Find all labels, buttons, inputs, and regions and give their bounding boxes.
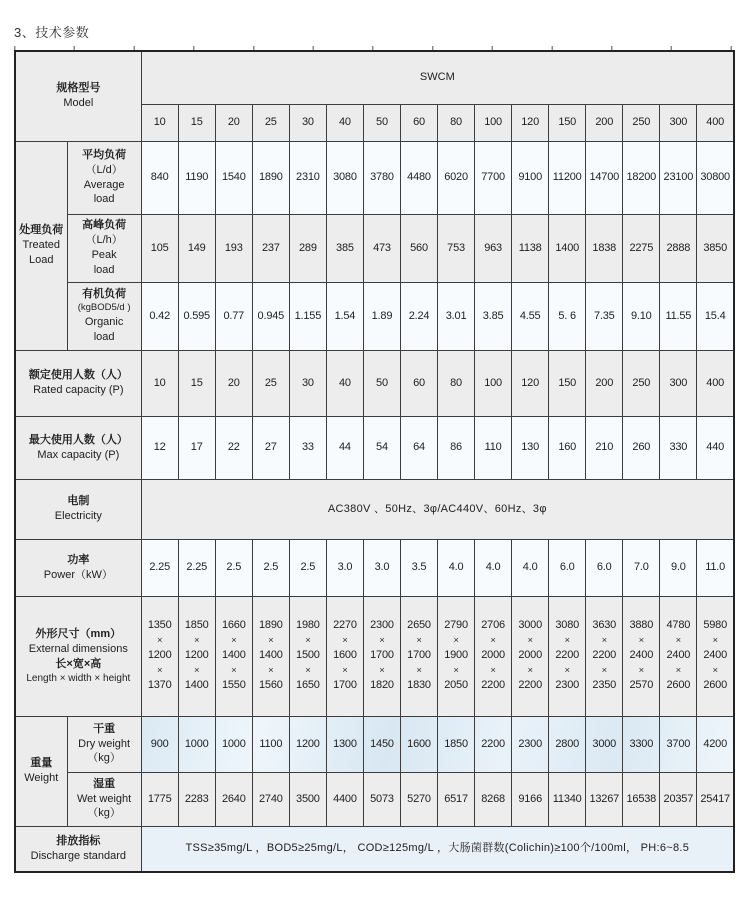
max-capacity-cell: 210 [586, 416, 623, 479]
dimensions-cell [512, 596, 549, 716]
wet-weight-cell: 1775 [141, 772, 178, 826]
dim-length: 2790 [444, 619, 468, 632]
wet-weight-cell: 6517 [438, 772, 475, 826]
model-number-cell: 50 [363, 104, 400, 141]
multiply-sign: × [490, 664, 496, 676]
model-number-cell: 30 [289, 104, 326, 141]
max-capacity-cell: 17 [178, 416, 215, 479]
dim-height: 2570 [629, 678, 654, 691]
model-number-cell: 300 [660, 104, 697, 141]
dim-height: 1400 [184, 678, 209, 691]
peak-load-cell: 1138 [512, 214, 549, 282]
multiply-sign: × [231, 664, 237, 676]
dimensions-cell [252, 596, 289, 716]
dim-length: 2270 [333, 619, 357, 632]
power-cell: 4.0 [438, 539, 475, 596]
dimensions-cell [475, 596, 512, 716]
power-cell: 3.0 [326, 539, 363, 596]
wet-weight-cell: 9166 [512, 772, 549, 826]
peak-load-cell: 1400 [549, 214, 586, 282]
organic-load-cell: 9.10 [623, 282, 660, 350]
rated-capacity-cell: 250 [623, 350, 660, 416]
model-number-cell: 40 [326, 104, 363, 141]
model-number-cell: 400 [697, 104, 734, 141]
power-cell: 4.0 [512, 539, 549, 596]
power-cell: 9.0 [660, 539, 697, 596]
max-capacity-cell: 160 [549, 416, 586, 479]
peak-load-cell: 1838 [586, 214, 623, 282]
electricity-label-cell: 电制 Electricity [15, 479, 141, 539]
rated-capacity-cell: 200 [586, 350, 623, 416]
max-capacity-cell: 22 [215, 416, 252, 479]
dry-weight-cell: 1450 [363, 716, 400, 772]
dim-length: 1980 [296, 619, 320, 632]
max-capacity-cell: 440 [697, 416, 734, 479]
rated-capacity-cell: 25 [252, 350, 289, 416]
dim-length: 1890 [258, 619, 283, 632]
rated-capacity-row [15, 350, 734, 416]
max-capacity-cell: 260 [623, 416, 660, 479]
wet-weight-cell: 5073 [363, 772, 400, 826]
peak-load-cell: 289 [289, 214, 326, 282]
multiply-sign: × [416, 635, 422, 647]
dim-length: 2300 [370, 619, 394, 632]
dimensions-cell [660, 596, 697, 716]
dim-height: 2600 [666, 678, 691, 691]
peak-load-label-cell: 高峰负荷 （L/h） Peak load [67, 214, 141, 282]
multiply-sign: × [342, 664, 348, 676]
dim-width: 1600 [333, 649, 357, 662]
weight-group-cell: 重量 Weight [15, 716, 67, 826]
organic-load-cell: 7.35 [586, 282, 623, 350]
model-number-cell: 15 [178, 104, 215, 141]
dim-height: 2350 [592, 678, 617, 691]
rated-capacity-cell: 40 [326, 350, 363, 416]
multiply-sign: × [194, 664, 200, 676]
dim-length: 5980 [703, 619, 728, 632]
multiply-sign: × [379, 635, 385, 647]
multiply-sign: × [601, 635, 607, 647]
dimensions-row [15, 596, 734, 716]
multiply-sign: × [712, 635, 718, 647]
rated-capacity-cell: 50 [363, 350, 400, 416]
dim-length: 3080 [555, 619, 580, 632]
dry-weight-cell: 1100 [252, 716, 289, 772]
max-capacity-cell: 64 [400, 416, 437, 479]
dim-height: 1700 [333, 678, 357, 691]
dimensions-cell [400, 596, 437, 716]
model-number-cell: 200 [586, 104, 623, 141]
max-capacity-cell: 12 [141, 416, 178, 479]
dim-width: 2200 [592, 649, 617, 662]
rated-capacity-cell: 400 [697, 350, 734, 416]
wet-weight-cell: 20357 [660, 772, 697, 826]
average-load-cell: 11200 [549, 141, 586, 214]
rated-capacity-cell: 120 [512, 350, 549, 416]
model-number-cell: 100 [475, 104, 512, 141]
wet-weight-cell: 2283 [178, 772, 215, 826]
dim-width: 1400 [258, 649, 283, 662]
rated-capacity-cell: 15 [178, 350, 215, 416]
dim-height: 1550 [221, 678, 246, 691]
dry-weight-label-cell: 干重 Dry weight （kg） [67, 716, 141, 772]
wet-weight-label-cell: 湿重 Wet weight （kg） [67, 772, 141, 826]
dim-width: 2400 [629, 649, 654, 662]
dry-weight-cell: 1200 [289, 716, 326, 772]
rated-capacity-cell: 10 [141, 350, 178, 416]
peak-load-cell: 560 [400, 214, 437, 282]
multiply-sign: × [305, 664, 311, 676]
max-capacity-cell: 27 [252, 416, 289, 479]
organic-load-cell: 3.85 [475, 282, 512, 350]
organic-load-cell: 2.24 [400, 282, 437, 350]
organic-load-cell: 0.595 [178, 282, 215, 350]
dimensions-cell [215, 596, 252, 716]
organic-load-cell: 5. 6 [549, 282, 586, 350]
average-load-cell: 3780 [363, 141, 400, 214]
multiply-sign: × [342, 635, 348, 647]
organic-load-cell: 11.55 [660, 282, 697, 350]
average-load-cell: 30800 [697, 141, 734, 214]
dim-width: 1400 [221, 649, 246, 662]
organic-load-cell: 1.54 [326, 282, 363, 350]
organic-load-cell: 0.77 [215, 282, 252, 350]
average-load-cell: 18200 [623, 141, 660, 214]
dry-weight-cell: 3000 [586, 716, 623, 772]
dim-width: 1900 [444, 649, 468, 662]
average-load-cell: 1890 [252, 141, 289, 214]
model-number-cell: 20 [215, 104, 252, 141]
dim-height: 2600 [703, 678, 728, 691]
max-capacity-cell: 44 [326, 416, 363, 479]
dim-length: 1350 [147, 619, 172, 632]
max-capacity-cell: 86 [438, 416, 475, 479]
organic-load-row [15, 282, 734, 350]
dim-height: 1560 [258, 678, 283, 691]
dim-width: 1200 [147, 649, 172, 662]
peak-load-cell: 3850 [697, 214, 734, 282]
max-capacity-row [15, 416, 734, 479]
dry-weight-cell: 1300 [326, 716, 363, 772]
dim-height: 1830 [407, 678, 431, 691]
spec-table [14, 50, 735, 873]
power-cell: 3.5 [400, 539, 437, 596]
dim-length: 4780 [666, 619, 691, 632]
multiply-sign: × [268, 635, 274, 647]
dimensions-cell [178, 596, 215, 716]
discharge-row [15, 826, 734, 872]
model-number-cell: 80 [438, 104, 475, 141]
max-capacity-cell: 110 [475, 416, 512, 479]
rated-capacity-cell: 20 [215, 350, 252, 416]
average-load-cell: 2310 [289, 141, 326, 214]
multiply-sign: × [527, 664, 533, 676]
average-load-cell: 840 [141, 141, 178, 214]
model-number-cell: 10 [141, 104, 178, 141]
dry-weight-cell: 2200 [475, 716, 512, 772]
peak-load-cell: 473 [363, 214, 400, 282]
dim-height: 1370 [147, 678, 172, 691]
multiply-sign: × [638, 635, 644, 647]
multiply-sign: × [527, 635, 533, 647]
rated-capacity-cell: 30 [289, 350, 326, 416]
multiply-sign: × [453, 635, 459, 647]
wet-weight-cell: 25417 [697, 772, 734, 826]
wet-weight-cell: 4400 [326, 772, 363, 826]
dimensions-cell [697, 596, 734, 716]
organic-load-label-cell: 有机负荷 (kgBOD5/d ) Organic load [67, 282, 141, 350]
multiply-sign: × [675, 635, 682, 647]
average-load-cell: 14700 [586, 141, 623, 214]
multiply-sign: × [675, 664, 682, 676]
dim-length: 1660 [221, 619, 246, 632]
dry-weight-cell: 1600 [400, 716, 437, 772]
peak-load-cell: 193 [215, 214, 252, 282]
dim-height: 2300 [555, 678, 580, 691]
power-label-cell: 功率 Power（kW） [15, 539, 141, 596]
rated-capacity-cell: 150 [549, 350, 586, 416]
dry-weight-cell: 1000 [215, 716, 252, 772]
dim-length: 3630 [592, 619, 617, 632]
rated-capacity-label-cell: 额定使用人数（人） Rated capacity (P) [15, 350, 141, 416]
model-number-cell: 120 [512, 104, 549, 141]
dim-height: 2200 [481, 678, 505, 691]
dim-height: 1820 [370, 678, 394, 691]
dim-length: 3880 [629, 619, 654, 632]
max-capacity-cell: 330 [660, 416, 697, 479]
dim-length: 2650 [407, 619, 431, 632]
rated-capacity-cell: 300 [660, 350, 697, 416]
rated-capacity-cell: 80 [438, 350, 475, 416]
header-row [15, 51, 734, 104]
multiply-sign: × [712, 664, 718, 676]
multiply-sign: × [379, 664, 385, 676]
power-cell: 2.25 [178, 539, 215, 596]
peak-load-cell: 237 [252, 214, 289, 282]
dimensions-cell [363, 596, 400, 716]
dry-weight-cell: 1850 [438, 716, 475, 772]
brand-cell: SWCM [141, 51, 734, 104]
power-cell: 6.0 [586, 539, 623, 596]
section-title: 3、技术参数 [14, 25, 90, 40]
multiply-sign: × [231, 635, 237, 647]
power-cell: 2.5 [289, 539, 326, 596]
peak-load-cell: 385 [326, 214, 363, 282]
dim-width: 1500 [296, 649, 320, 662]
discharge-value-cell: TSS≥35mg/L ，BOD5≥25mg/L， COD≥125mg/L ，大肠菌群数(Colichin)≥100个/100ml， PH:6~8.5 [141, 826, 734, 872]
multiply-sign: × [157, 664, 163, 676]
average-load-label-cell: 平均负荷 （L/d） Average load [67, 141, 141, 214]
average-load-cell: 1190 [178, 141, 215, 214]
dim-width: 1200 [184, 649, 209, 662]
peak-load-cell: 2275 [623, 214, 660, 282]
multiply-sign: × [453, 664, 459, 676]
dimensions-cell [586, 596, 623, 716]
model-number-cell: 150 [549, 104, 586, 141]
peak-load-cell: 753 [438, 214, 475, 282]
peak-load-cell: 2888 [660, 214, 697, 282]
dim-height: 2200 [518, 678, 542, 691]
dim-length: 1850 [184, 619, 209, 632]
organic-load-cell: 0.945 [252, 282, 289, 350]
wet-weight-cell: 8268 [475, 772, 512, 826]
multiply-sign: × [564, 664, 570, 676]
wet-weight-cell: 3500 [289, 772, 326, 826]
electricity-row [15, 479, 734, 539]
peak-load-cell: 105 [141, 214, 178, 282]
dimensions-cell [438, 596, 475, 716]
model-number-cell: 25 [252, 104, 289, 141]
electricity-value-cell: AC380V 、50Hz、3φ/AC440V、60Hz、3φ [141, 479, 734, 539]
multiply-sign: × [601, 664, 607, 676]
wet-weight-cell: 2640 [215, 772, 252, 826]
multiply-sign: × [416, 664, 422, 676]
power-cell: 2.5 [252, 539, 289, 596]
dim-width: 2000 [518, 649, 542, 662]
organic-load-cell: 4.55 [512, 282, 549, 350]
dimensions-label-cell: 外形尺寸（mm） External dimensions 长×宽×高 Length × width × height [15, 596, 141, 716]
wet-weight-cell: 16538 [623, 772, 660, 826]
model-number-cell: 60 [400, 104, 437, 141]
power-cell: 3.0 [363, 539, 400, 596]
power-cell: 11.0 [697, 539, 734, 596]
multiply-sign: × [305, 635, 311, 647]
peak-load-cell: 149 [178, 214, 215, 282]
power-cell: 2.25 [141, 539, 178, 596]
multiply-sign: × [638, 664, 644, 676]
dim-width: 2200 [555, 649, 580, 662]
multiply-sign: × [268, 664, 274, 676]
dry-weight-row [15, 716, 734, 772]
max-capacity-cell: 130 [512, 416, 549, 479]
rated-capacity-cell: 100 [475, 350, 512, 416]
organic-load-cell: 3.01 [438, 282, 475, 350]
average-load-cell: 6020 [438, 141, 475, 214]
dry-weight-cell: 3700 [660, 716, 697, 772]
average-load-cell: 3080 [326, 141, 363, 214]
power-cell: 4.0 [475, 539, 512, 596]
wet-weight-cell: 5270 [400, 772, 437, 826]
organic-load-cell: 1.155 [289, 282, 326, 350]
wet-weight-cell: 11340 [549, 772, 586, 826]
dimensions-cell [623, 596, 660, 716]
organic-load-cell: 15.4 [697, 282, 734, 350]
dim-width: 2000 [481, 649, 505, 662]
average-load-cell: 7700 [475, 141, 512, 214]
dry-weight-cell: 1000 [178, 716, 215, 772]
dry-weight-cell: 3300 [623, 716, 660, 772]
dimensions-cell [549, 596, 586, 716]
multiply-sign: × [157, 635, 163, 647]
multiply-sign: × [490, 635, 496, 647]
dim-height: 1650 [296, 678, 320, 691]
power-cell: 6.0 [549, 539, 586, 596]
peak-load-cell: 963 [475, 214, 512, 282]
wet-weight-row [15, 772, 734, 826]
max-capacity-label-cell: 最大使用人数（人） Max capacity (P) [15, 416, 141, 479]
treated-load-group-cell: 处理负荷 Treated Load [15, 141, 67, 350]
dry-weight-cell: 2300 [512, 716, 549, 772]
dim-width: 1700 [407, 649, 431, 662]
power-cell: 7.0 [623, 539, 660, 596]
dim-width: 2400 [666, 649, 691, 662]
average-load-cell: 9100 [512, 141, 549, 214]
dim-length: 2706 [481, 619, 505, 632]
multiply-sign: × [194, 635, 200, 647]
average-load-cell: 23100 [660, 141, 697, 214]
dim-width: 1700 [370, 649, 394, 662]
model-header-en: Model [63, 97, 94, 110]
organic-load-cell: 0.42 [141, 282, 178, 350]
dim-length: 3000 [518, 619, 542, 632]
dry-weight-cell: 2800 [549, 716, 586, 772]
dimensions-cell [141, 596, 178, 716]
average-load-row [15, 141, 734, 214]
model-header-zh: 规格型号 [56, 82, 101, 95]
dry-weight-cell: 900 [141, 716, 178, 772]
rated-capacity-cell: 60 [400, 350, 437, 416]
wet-weight-cell: 2740 [252, 772, 289, 826]
multiply-sign: × [564, 635, 570, 647]
discharge-label-cell: 排放指标 Discharge standard [15, 826, 141, 872]
average-load-cell: 4480 [400, 141, 437, 214]
page [0, 22, 749, 873]
average-load-cell: 1540 [215, 141, 252, 214]
dry-weight-cell: 4200 [697, 716, 734, 772]
max-capacity-cell: 33 [289, 416, 326, 479]
wet-weight-cell: 13267 [586, 772, 623, 826]
model-number-cell: 250 [623, 104, 660, 141]
dim-height: 2050 [444, 678, 468, 691]
dim-width: 2400 [703, 649, 728, 662]
organic-load-cell: 1.89 [363, 282, 400, 350]
peak-load-row [15, 214, 734, 282]
power-cell: 2.5 [215, 539, 252, 596]
power-row [15, 539, 734, 596]
max-capacity-cell: 54 [363, 416, 400, 479]
dimensions-cell [326, 596, 363, 716]
dimensions-cell [289, 596, 326, 716]
model-header-cell [15, 51, 141, 141]
